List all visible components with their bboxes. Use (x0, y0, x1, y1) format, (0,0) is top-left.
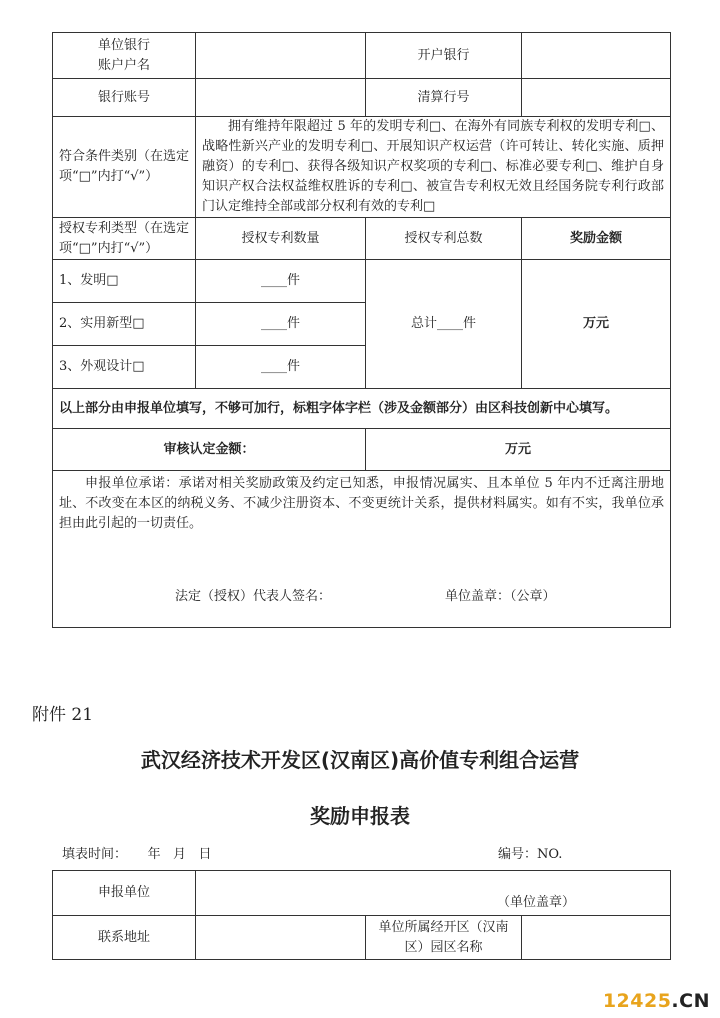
bank-account-name-field[interactable] (196, 33, 366, 79)
approved-amount-field[interactable]: 万元 (366, 429, 671, 471)
utility-count-field[interactable]: ____件 (196, 303, 366, 346)
contact-address-field[interactable] (196, 916, 366, 960)
bank-name-field[interactable] (522, 33, 671, 79)
patent-type-design[interactable]: 3、外观设计□ (53, 346, 196, 389)
applicant-unit-field[interactable] (196, 871, 671, 916)
unit-seal-label[interactable]: 单位盖章：（公章） (445, 589, 556, 604)
patent-total-field[interactable]: 总计____件 (366, 260, 522, 389)
applicant-unit-label: 申报单位 (53, 871, 196, 916)
fill-instructions-note: 以上部分由申报单位填写，不够可加行，标粗字体字栏（涉及金额部分）由区科技创新中心填写。 (53, 389, 671, 429)
design-count-field[interactable]: ____件 (196, 346, 366, 389)
pledge-text: 申报单位承诺：承诺对相关奖励政策及约定已知悉，申报情况属实、且本单位 5 年内不迁离注册地址、不改变在本区的纳税义务、不减少注册资本、不变更统计关系，提供材料属实。如有不实，我单位承担由此引起的一切责任。 (59, 476, 664, 531)
unit-seal-note: （单位盖章） (497, 895, 576, 910)
contact-address-label: 联系地址 (53, 916, 196, 960)
pledge-block (53, 471, 671, 628)
application-form-table (52, 870, 671, 960)
eligibility-category-label: 符合条件类别（在选定项“□”内打“√”） (53, 117, 196, 218)
park-name-field[interactable] (522, 916, 671, 960)
patent-count-header: 授权专利数量 (196, 218, 366, 260)
patent-total-header: 授权专利总数 (366, 218, 522, 260)
reward-amount-header: 奖励金额 (522, 218, 671, 260)
bank-account-number-label: 银行账号 (53, 79, 196, 117)
patent-type-utility[interactable]: 2、实用新型□ (53, 303, 196, 346)
park-name-label: 单位所属经开区（汉南区）园区名称 (366, 916, 522, 960)
clearing-number-field[interactable] (522, 79, 671, 117)
serial-number-label: 编号：NO. (498, 847, 563, 862)
bank-name-label: 开户银行 (366, 33, 522, 79)
clearing-number-label: 清算行号 (366, 79, 522, 117)
form-title-line2: 奖励申报表 (310, 804, 410, 828)
bank-account-name-label: 单位银行 账户户名 (53, 33, 196, 79)
bank-account-number-field[interactable] (196, 79, 366, 117)
watermark-part1: 12425 (602, 990, 672, 1012)
attachment-label: 附件 21 (32, 705, 94, 725)
form-title-line1: 武汉经济技术开发区(汉南区)高价值专利组合运营 (140, 748, 580, 772)
site-watermark-logo (603, 990, 710, 1012)
watermark-part2: .CN (671, 990, 710, 1012)
approved-amount-label: 审核认定金额： (53, 429, 366, 471)
patent-reward-table-continued (52, 32, 671, 628)
fill-date-label: 填表时间： 年 月 日 (62, 847, 212, 862)
patent-type-label: 授权专利类型（在选定项“□”内打“√”） (53, 218, 196, 260)
invention-count-field[interactable]: ____件 (196, 260, 366, 303)
eligibility-category-content: 拥有维持年限超过 5 年的发明专利□、在海外有同族专利权的发明专利□、战略性新兴产业的发明专利□、开展知识产权运营（许可转让、转化实施、质押融资）的专利□、获得各级知识产权奖项的专利□、标准必要专利□、维护自身知识产权合法权益维权胜诉的专利□、被宣告专利权无效且经国务院专利行政部门认定维持全部或部分权利有效的专利□ (196, 117, 671, 218)
representative-signature-label[interactable]: 法定（授权）代表人签名： (175, 589, 332, 604)
patent-type-invention[interactable]: 1、发明□ (53, 260, 196, 303)
reward-amount-field[interactable]: 万元 (522, 260, 671, 389)
